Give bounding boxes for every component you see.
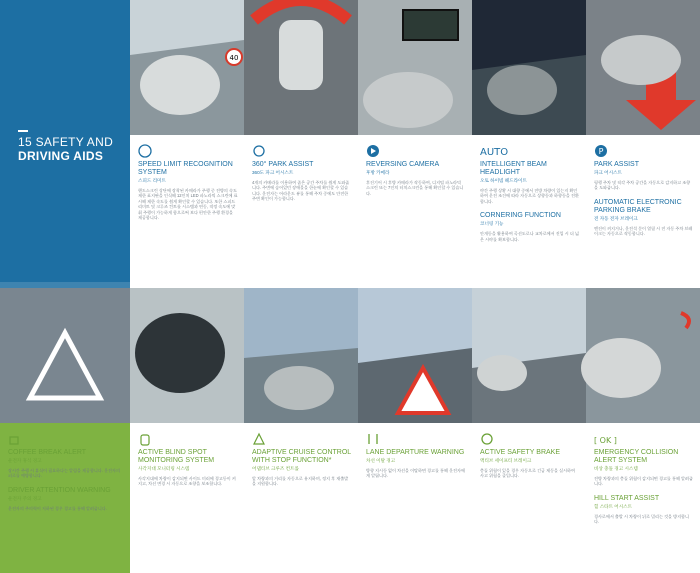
reversing-photo bbox=[358, 0, 472, 135]
speed-sign-label: 40 bbox=[229, 54, 239, 62]
panel-beam bbox=[472, 0, 586, 288]
lane-photo bbox=[358, 288, 472, 423]
speed-limit-photo bbox=[130, 0, 244, 135]
speed-limit-icon bbox=[138, 144, 238, 158]
feature-subtitle: 후방 카메라 bbox=[366, 170, 390, 175]
feature-body: 장시간 주행 시 휴식이 필요하다는 알림을 제공합니다. 운전자의 피로를 예방합니다. bbox=[8, 468, 120, 479]
feature-body-2: 운전자의 주의력이 저하된 경우 경고를 통해 알려줍니다. bbox=[8, 505, 107, 511]
coffee-photo bbox=[0, 288, 130, 423]
panel-speed-limit bbox=[130, 0, 244, 288]
feature-subtitle: 액티브 세이프티 브레이크 bbox=[480, 458, 532, 463]
panel-safety-brake bbox=[472, 288, 586, 573]
feature-body: 4개의 카메라를 이용하여 좁은 공간 주차를 쉽게 도와줍니다. 주변에 숨어있던 장애물을 한눈에 확인할 수 있습니다. 운전자는 어라운드 뷰를 통해 주차 중에도 안전한 주변 확인이 가능합니다. bbox=[252, 180, 350, 202]
feature-subtitle-2: 운전자 주의 경고 bbox=[8, 495, 42, 501]
info-collision bbox=[586, 426, 700, 525]
feature-title-2: CORNERING FUNCTION bbox=[480, 212, 561, 220]
feature-body: 충돌 위험이 있을 경우 자동으로 긴급 제동을 실시하여 사고 위험을 줄입니다. bbox=[480, 468, 575, 479]
feature-body: 후진기어 시 후방 카메라가 작동하여, 디지털 파노라믹 스크린 또는 7인치 터치스크린을 통해 확인할 수 있습니다. bbox=[366, 180, 464, 196]
feature-body: 앞 차량과의 거리를 자동으로 유지하며, 정지 후 재출발을 지원합니다. bbox=[252, 476, 349, 487]
park-assist-photo bbox=[586, 0, 700, 135]
feature-title: LANE DEPARTURE WARNING bbox=[366, 449, 465, 456]
section-title-line1: 15 SAFETY AND bbox=[18, 135, 114, 149]
camera-360-icon bbox=[252, 144, 352, 158]
parking-icon bbox=[594, 144, 694, 158]
feature-subtitle-2: 전 자동 전자 브레이크 bbox=[594, 215, 638, 221]
blind-spot-icon bbox=[138, 432, 238, 446]
panel-reversing bbox=[358, 0, 472, 288]
feature-title-2: HILL START ASSIST bbox=[594, 494, 660, 502]
feature-title: COFFEE BREAK ALERT bbox=[8, 449, 87, 456]
panel-coffee bbox=[0, 288, 130, 573]
feature-subtitle-2: 코너링 기능 bbox=[480, 221, 504, 227]
feature-body-2: 안개등을 활용하여 곡선도로나 교차로에서 진입 시 더 넓은 시야를 확보합니다. bbox=[480, 231, 579, 242]
feature-subtitle: 운전자 휴식 경고 bbox=[8, 458, 42, 463]
info-lane bbox=[358, 426, 472, 479]
panel-cruise bbox=[244, 288, 358, 573]
panel-blind-spot bbox=[130, 288, 244, 573]
svg-text:[ OK ]: [ OK ] bbox=[594, 436, 617, 445]
play-icon bbox=[366, 144, 466, 158]
feature-body: 전방 차량과의 충돌 위험이 감지되면 경고를 통해 알려줍니다. bbox=[594, 476, 693, 487]
panel-park-assist bbox=[586, 0, 700, 288]
car-shape bbox=[140, 55, 220, 115]
adaptive-cruise-icon bbox=[252, 432, 352, 446]
panel-lane bbox=[358, 288, 472, 573]
feature-body-2: 경사로에서 출발 시 차량이 뒤로 밀리는 것을 방지합니다. bbox=[594, 513, 689, 525]
info-reversing bbox=[358, 138, 472, 196]
feature-title-2: DRIVER ATTENTION WARNING bbox=[8, 486, 111, 494]
info-cruise bbox=[244, 426, 358, 487]
feature-title: EMERGENCY COLLISION ALERT SYSTEM bbox=[594, 449, 679, 464]
svg-text:P: P bbox=[598, 147, 604, 156]
info-park-assist bbox=[586, 138, 700, 237]
feature-subtitle: 360도 파크 어시스트 bbox=[252, 170, 294, 175]
park-360-photo bbox=[244, 0, 358, 135]
feature-title: REVERSING CAMERA bbox=[366, 161, 440, 168]
svg-text:AUTO: AUTO bbox=[480, 147, 509, 158]
panel-360-park bbox=[244, 0, 358, 288]
feature-subtitle: 어댑티브 크루즈 컨트롤 bbox=[252, 466, 299, 471]
feature-subtitle: 차선 이탈 경고 bbox=[366, 458, 396, 463]
feature-subtitle: 오토 하이빔 헤드라이트 bbox=[480, 178, 527, 183]
feature-title-2: AUTOMATIC ELECTRONIC PARKING BRAKE bbox=[594, 198, 682, 214]
feature-body: 사각지대에 차량이 감지되면 사이드 미러에 경고등이 켜지고, 차선 변경 시 자동으로 조향을 보조합니다. bbox=[138, 476, 236, 487]
feature-subtitle: 파크 어시스트 bbox=[594, 170, 622, 175]
safety-brake-photo bbox=[472, 288, 586, 423]
panel-collision bbox=[586, 288, 700, 573]
info-safety-brake bbox=[472, 426, 586, 479]
blind-spot-photo bbox=[130, 288, 244, 423]
feature-title: 360° PARK ASSIST bbox=[252, 161, 314, 168]
feature-subtitle: 비상 충돌 경고 시스템 bbox=[594, 466, 638, 471]
collision-photo bbox=[586, 288, 700, 423]
beam-photo bbox=[472, 0, 586, 135]
safety-brake-icon bbox=[480, 432, 580, 446]
feature-title: ACTIVE SAFETY BRAKE bbox=[480, 449, 561, 456]
feature-title: ACTIVE BLIND SPOT MONITORING SYSTEM bbox=[138, 449, 215, 464]
cruise-photo bbox=[244, 288, 358, 423]
info-blind-spot bbox=[130, 426, 244, 487]
info-360-park bbox=[244, 138, 358, 202]
section-title-line2: DRIVING AIDS bbox=[18, 148, 104, 163]
title-rule bbox=[18, 130, 28, 132]
feature-title: INTELLIGENT BEAM HEADLIGHT bbox=[480, 161, 547, 176]
feature-body: 핸드스크린 상단에 장착된 카메라가 주행 중 전방의 속도 제한 표지판을 인식해 12인치 LED 파노라믹 스크린에 표시해 제한 속도를 쉽게 확인할 수 있습니다. 또한 스피드 리미트 및 크루즈 컨트롤 시스템과 연동, 적정 속도에 맞춰 주행이 가능하게 함으로써 보다 편안한 주행 환경을 제공합니다. bbox=[138, 188, 238, 221]
lane-departure-icon bbox=[366, 432, 466, 446]
info-speed-limit bbox=[130, 138, 244, 220]
feature-title: SPEED LIMIT RECOGNITION SYSTEM bbox=[138, 161, 233, 176]
feature-body: 방향 지시등 없이 차선을 이탈하면 경고를 통해 운전자에게 알립니다. bbox=[366, 468, 465, 479]
feature-title: ADAPTIVE CRUISE CONTROL WITH STOP FUNCTION* bbox=[252, 449, 351, 464]
feature-subtitle: 스피드 리미트 bbox=[138, 178, 166, 183]
feature-title: PARK ASSIST bbox=[594, 161, 639, 168]
feature-body: 평행 주차 및 직각 주차 공간을 자동으로 감지하고 조향을 도와줍니다. bbox=[594, 180, 691, 191]
coffee-cup-icon bbox=[8, 432, 124, 446]
feature-body: 야간 주행 상황 시 대향 중에서 전방 차량이 있는지 확인하여 운전 조건에 따라 자동으로 상향등과 하향등을 전환합니다. bbox=[480, 188, 579, 204]
section-title bbox=[18, 130, 128, 164]
feature-subtitle-2: 힐 스타트 어시스트 bbox=[594, 503, 633, 509]
info-coffee bbox=[0, 426, 130, 511]
auto-headlight-icon bbox=[480, 144, 580, 158]
info-beam bbox=[472, 138, 586, 242]
feature-subtitle: 사각지대 모니터링 시스템 bbox=[138, 466, 190, 471]
collision-alert-icon bbox=[594, 432, 694, 446]
feature-body-2: 엔진이 꺼지거나, 운전석 문이 열릴 시 전 자동 주차 브레이크는 자동으로 작동합니다. bbox=[594, 225, 693, 237]
